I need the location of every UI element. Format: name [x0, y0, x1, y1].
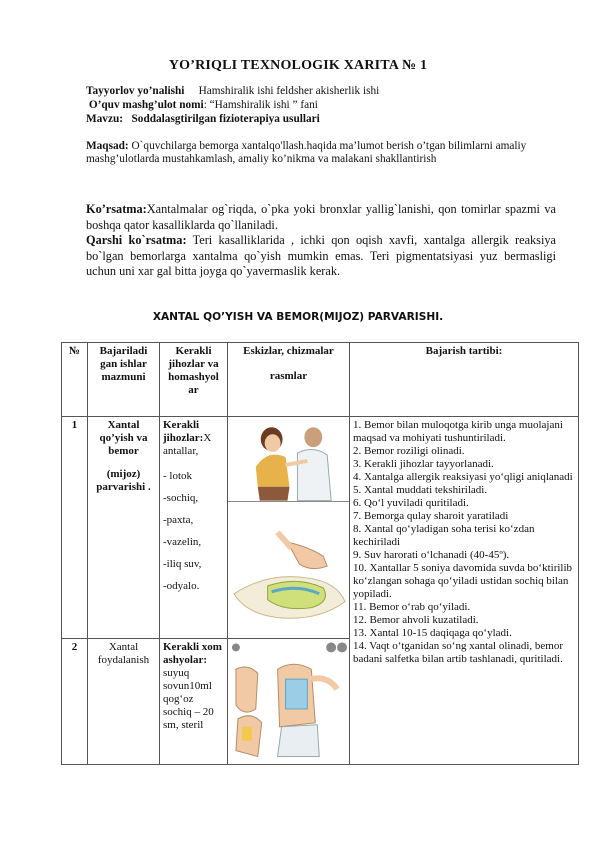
- step-item: 5. Xantal muddati tekshiriladi.: [353, 484, 488, 496]
- oquv-value: : “Hamshiralik ishi ” fani: [203, 99, 318, 111]
- qarshi-label: Qarshi ko`rsatma:: [86, 233, 187, 247]
- maqsad-paragraph: [86, 140, 554, 166]
- tayyorlov-line: [86, 85, 379, 98]
- oquv-label: O’quv mashg’ulot nomi: [88, 99, 204, 111]
- col-header-number: №: [62, 343, 88, 417]
- step-item: 12. Bemor ahvoli kuzatiladi.: [353, 614, 479, 626]
- korsatma-label: Ko’rsatma:: [86, 202, 147, 216]
- row2-tools: [160, 639, 228, 765]
- tool-item: -odyalo.: [163, 580, 200, 592]
- table-header-row: [62, 343, 579, 417]
- step-item: 13. Xantal 10-15 daqiqaga qo‘yladi.: [353, 627, 512, 639]
- tayyorlov-value: Hamshiralik ishi feldsher akisherlik ishi: [198, 85, 380, 97]
- step-item: 6. Qo‘l yuviladi quritiladi.: [353, 497, 469, 509]
- tool-item: -paxta,: [163, 514, 194, 526]
- tool-item: - lotok: [163, 470, 193, 482]
- korsatma-text: Xantalmalar og`riqda, o`pka yoki bronxlar yallig`lanishi, qon tomirlar spazmi va boshqa qator kasalliklarda qo`llaniladi.: [86, 202, 556, 232]
- mavzu-line: [86, 113, 320, 126]
- row1-images: [228, 417, 350, 639]
- steps-list: [353, 419, 575, 666]
- row1-tools: [160, 417, 228, 639]
- maqsad-label: Maqsad:: [86, 140, 129, 152]
- step-item: 9. Suv harorati o‘lchanadi (40-45º).: [353, 549, 510, 561]
- korsatma-paragraph: [86, 202, 556, 233]
- step-item: 8. Xantal qo‘yladigan soha terisi ko‘zdan kechiriladi: [353, 523, 535, 548]
- row1-tools-list: [163, 470, 224, 593]
- tool-item: -vazelin,: [163, 536, 202, 548]
- mavzu-value: Soddalasgtirilgan fizioterapiya usullari: [131, 113, 320, 125]
- row2-tools-head: Kerakli xom ashyolar:: [163, 641, 222, 666]
- col-header-steps: Bajarish tartibi:: [350, 343, 579, 417]
- oquv-line: [86, 99, 318, 112]
- step-item: 3. Kerakli jihozlar tayyorlanadi.: [353, 458, 494, 470]
- qarshi-paragraph: [86, 233, 556, 280]
- row1-number: 1: [62, 417, 88, 639]
- applying-plaster-illustration-icon: [228, 639, 349, 763]
- nurse-patient-illustration-icon: [228, 417, 349, 502]
- qarshi-text: Teri kasalliklarida , ichki qon oqish xavfi, xantalga allergik reaksiya bo`lgan bemorlarga xantalma qo`yish mumkin emas. Teri pigmentatsiyasi yuz bermasligi uchun uni xar gal bitta joyga qo`yavermaslik kerak.: [86, 233, 556, 278]
- mavzu-label: Mavzu:: [86, 113, 124, 125]
- table-row: [62, 417, 579, 639]
- step-item: 4. Xantalga allergik reaksiyasi yo‘qligi aniqlanadi: [353, 471, 573, 483]
- col-header-work: Bajariladi gan ishlar mazmuni: [88, 343, 160, 417]
- step-item: 7. Bemorga qulay sharoit yaratiladi: [353, 510, 509, 522]
- maqsad-text: O`quvchilarga bemorga xantalqo'llash.haqida ma’lumot berish o’tgan bilimlarni amaliy mashg’ulotlarda mustahkamlash, amaliy ko’nikma va malakani shakllantirish: [86, 140, 527, 165]
- row2-number: 2: [62, 639, 88, 765]
- tayyorlov-label: Tayyorlov yo’nalishi: [86, 85, 185, 97]
- col-header-sketches-line2: rasmlar: [269, 370, 308, 382]
- step-item: 10. Xantallar 5 soniya davomida suvda bo‘ktirilib ko‘zlangan sohaga qo‘yiladi ustidan sochiq bilan yopiladi.: [353, 562, 573, 600]
- row1-tools-head-wrap: [163, 419, 224, 458]
- row2-tools-text: suyuq sovun10ml qog‘oz sochiq – 20 sm, steril: [163, 667, 214, 731]
- section-heading: XANTAL QO’YISH VA BEMOR(MIJOZ) PARVARISHI.: [152, 311, 444, 323]
- step-item: 11. Bemor o‘rab qo‘yiladi.: [353, 601, 471, 613]
- page-title: YO’RIQLI TEXNOLOGIK XARITA № 1: [168, 58, 428, 73]
- col-header-sketches-line1: Eskizlar, chizmalar: [243, 345, 334, 357]
- col-header-tools: Kerakli jihozlar va homashyol ar: [160, 343, 228, 417]
- procedure-table: [61, 342, 579, 765]
- row2-work: Xantal foydalanish: [88, 639, 160, 765]
- row1-tools-head-rest: X antallar,: [163, 432, 212, 457]
- step-item: 14. Vaqt o‘tganidan so‘ng xantal olinadi, bemor badani salfetka bilan artib tashlanadi, quritiladi.: [353, 640, 563, 665]
- row1-work: [88, 417, 160, 639]
- row1-work-a: Xantal qo’yish va bemor: [99, 419, 148, 457]
- steps-cell: [350, 417, 579, 765]
- step-item: 1. Bemor bilan muloqotga kirib unga muolajani maqsad va mohiyati tushuntiriladi.: [353, 419, 563, 444]
- step-item: 2. Bemor roziligi olinadi.: [353, 445, 465, 457]
- tool-item: -sochiq,: [163, 492, 199, 504]
- col-header-sketches: [228, 343, 350, 417]
- row1-tools-head: Kerakli jihozlar:: [163, 419, 204, 444]
- tool-item: -iliq suv,: [163, 558, 202, 570]
- row2-images: [228, 639, 350, 765]
- row1-work-b: (mijoz) parvarishi .: [96, 468, 151, 493]
- mustard-plaster-illustration-icon: [228, 502, 349, 638]
